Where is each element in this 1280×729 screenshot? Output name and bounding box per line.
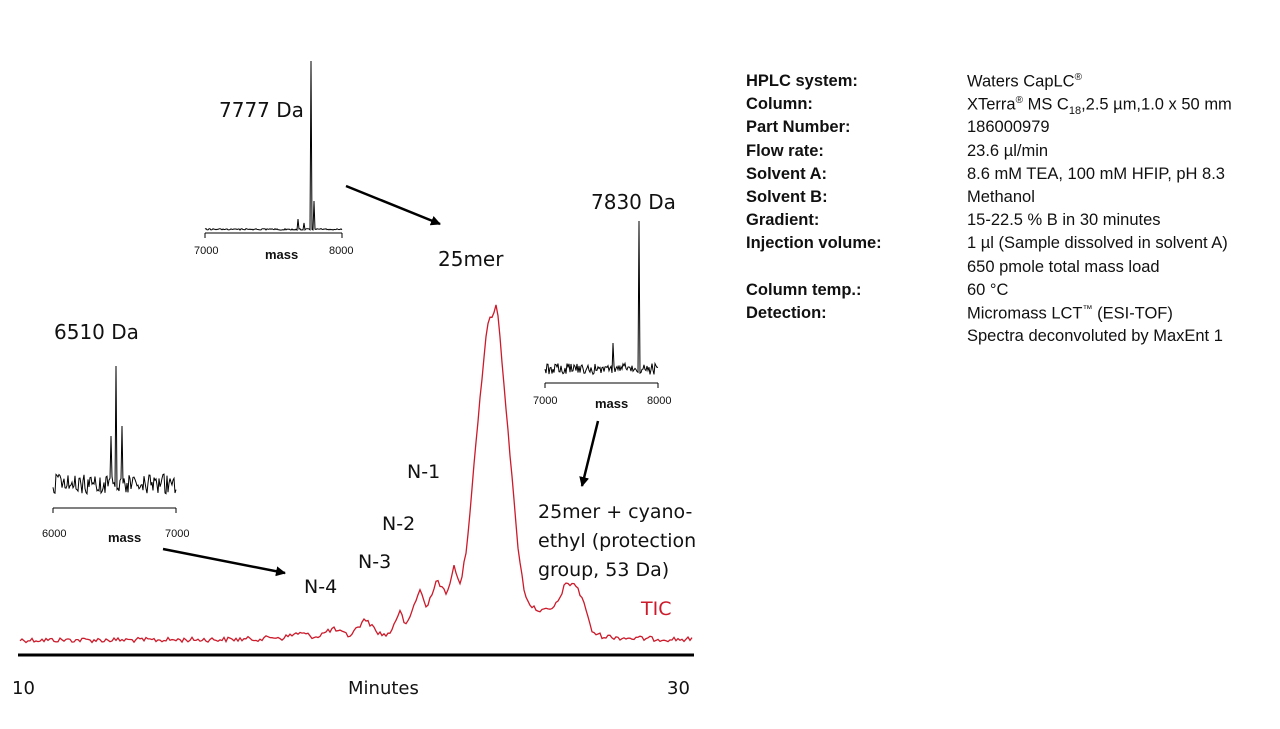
condition-row-gradient: [746, 211, 1276, 234]
inset-7777-tick-max: 8000: [329, 245, 354, 257]
condition-key: Column:: [746, 95, 813, 114]
inset-7777-title: 7777 Da: [219, 98, 304, 122]
inset-7830-plot: [545, 221, 658, 388]
inset-6510-tick-min: 6000: [42, 528, 67, 540]
arrow-7830-to-adduct: [582, 421, 598, 486]
inset-7830-title: 7830 Da: [591, 190, 676, 214]
adduct-label-line3: group, 53 Da): [538, 559, 670, 581]
tic-series-label: TIC: [641, 598, 672, 620]
inset-6510-tick-max: 7000: [165, 528, 190, 540]
condition-value: 186000979: [967, 118, 1050, 137]
inset-6510-title: 6510 Da: [54, 320, 139, 344]
x-axis-min-label: 10: [12, 678, 35, 699]
condition-row-detection: [746, 304, 1276, 327]
condition-value: 23.6 µl/min: [967, 141, 1049, 160]
condition-row-flow-rate: [746, 142, 1276, 165]
condition-row-hplc: [746, 72, 1276, 95]
inset-7830-spectrum-line: [545, 221, 658, 374]
peak-label-n1: N-1: [407, 461, 441, 483]
condition-value: 8.6 mM TEA, 100 mM HFIP, pH 8.3: [967, 164, 1225, 183]
condition-row-column-temp: [746, 281, 1276, 304]
inset-6510-plot: [53, 366, 176, 513]
condition-row-solvent-a: [746, 165, 1276, 188]
condition-key: Detection:: [746, 303, 827, 322]
condition-value: 650 pmole total mass load: [967, 257, 1160, 276]
condition-value: XTerra® MS $C_{18},2.5$ µm,1.0 x 50 mm: [967, 95, 1232, 117]
inset-7777-plot: [205, 61, 342, 238]
x-axis-title: Minutes: [348, 678, 419, 699]
condition-value: Methanol: [967, 187, 1035, 206]
experimental-conditions: [746, 72, 1276, 350]
condition-key: Solvent A:: [746, 164, 827, 183]
condition-row-injection: [746, 234, 1276, 257]
inset-7777-xlabel: mass: [265, 247, 299, 262]
condition-key: Flow rate:: [746, 141, 824, 160]
inset-6510-xlabel: mass: [108, 530, 142, 545]
peak-label-n4: N-4: [304, 576, 338, 598]
adduct-label-line2: ethyl (protection: [538, 530, 697, 552]
condition-value: Waters CapLC®: [967, 72, 1082, 91]
inset-6510-spectrum-line: [53, 366, 176, 494]
condition-key: Part Number:: [746, 118, 851, 137]
condition-value: Spectra deconvoluted by MaxEnt 1: [967, 327, 1223, 346]
peak-label-n3: N-3: [358, 551, 392, 573]
condition-row-deconvolution: [746, 327, 1276, 350]
inset-7830-xlabel: mass: [595, 396, 629, 411]
condition-value: 1 µl (Sample dissolved in solvent A): [967, 234, 1228, 253]
inset-7777-spectrum-line: [205, 61, 342, 230]
condition-row-part-number: [746, 118, 1276, 141]
peak-label-n2: N-2: [382, 513, 416, 535]
condition-row-solvent-b: [746, 188, 1276, 211]
inset-7777-tick-min: 7000: [194, 245, 219, 257]
condition-row-column: [746, 95, 1276, 118]
condition-key: Solvent B:: [746, 187, 828, 206]
condition-key: HPLC system:: [746, 72, 858, 90]
condition-key: Gradient:: [746, 211, 820, 230]
inset-7830-tick-min: 7000: [533, 395, 558, 407]
condition-key: Injection volume:: [746, 234, 882, 253]
condition-value: 60 °C: [967, 280, 1009, 299]
condition-row-injection-load: [746, 258, 1276, 281]
x-axis-max-label: 30: [667, 678, 690, 699]
peak-label-25mer: 25mer: [438, 247, 504, 271]
condition-key: Column temp.:: [746, 280, 862, 299]
adduct-label-line1: 25mer + cyano-: [538, 501, 693, 523]
arrow-6510-to-n4: [163, 549, 285, 573]
inset-7830-tick-max: 8000: [647, 395, 672, 407]
condition-value: 15-22.5 % B in 30 minutes: [967, 211, 1161, 230]
arrow-7777-to-25mer: [346, 186, 440, 224]
condition-value: Micromass LCT™ (ESI-TOF): [967, 303, 1173, 323]
